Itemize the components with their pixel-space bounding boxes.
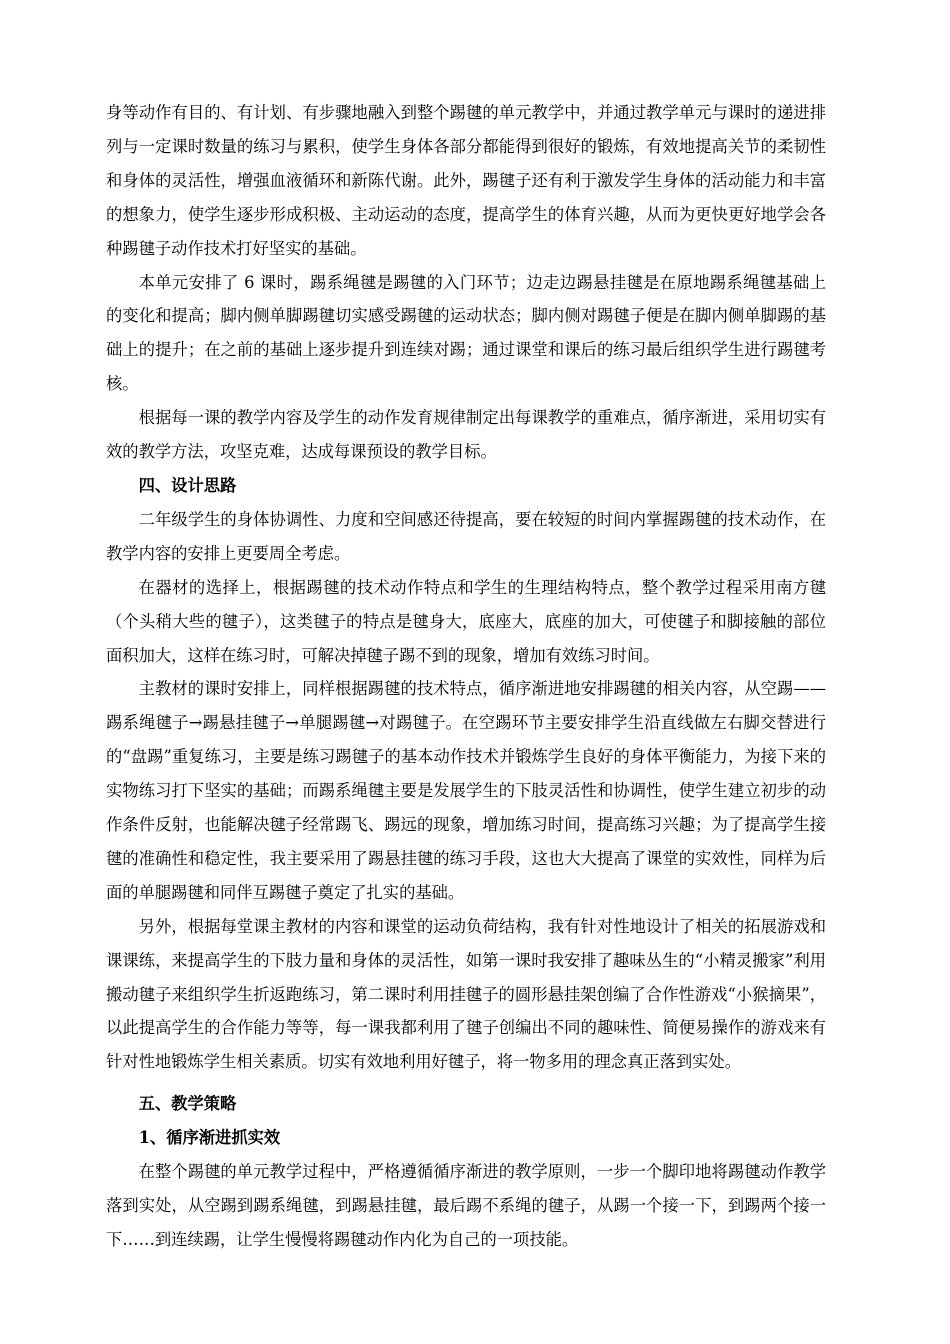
paragraph-gradual-teaching: 在整个踢毽的单元教学过程中，严格遵循循序渐进的教学原则，一步一个脚印地将踢毽动作教学落到实处，从空踢到踢系绳毽，到踢悬挂毽，最后踢不系绳的毽子，从踢一个接一下，到踢两个接一下……到连续踢，让学生慢慢将踢毽动作内化为自己的一项技能。 <box>106 1162 826 1249</box>
paragraph-unit-schedule: 本单元安排了 6 课时，踢系绳毽是踢毽的入门环节；边走边踢悬挂毽是在原地踢系绳毽基础上的变化和提高；脚内侧单脚踢毽切实感受踢毽的运动状态；脚内侧对踢毽子便是在脚内侧单脚踢的基础上的提升；在之前的基础上逐步提升到连续对踢；通过课堂和课后的练习最后组织学生进行踢毽考核。 <box>106 272 826 394</box>
spacer <box>106 1079 826 1087</box>
paragraph-teaching-goals: 根据每一课的教学内容及学生的动作发育规律制定出每课教学的重难点，循序渐进，采用切实有效的教学方法，攻坚克难，达成每课预设的教学目标。 <box>106 408 826 462</box>
section-heading-design: 四、设计思路 <box>138 475 237 495</box>
paragraph-main-material: 主教材的课时安排上，同样根据踢毽的技术特点，循序渐进地安排踢毽的相关内容，从空踢——踢系绳毽子→踢悬挂毽子→单腿踢毽→对踢毽子。在空踢环节主要安排学生沿直线做左右脚交替进行的“盘踢”重复练习，主要是练习踢毽子的基本动作技术并锻炼学生良好的身体平衡能力，为接下来的实物练习打下坚实的基础；而踢系绳毽主要是发展学生的下肢灵活性和协调性，使学生建立初步的动作条件反射，也能解决毽子经常踢飞、踢远的现象，增加练习时间，提高练习兴趣；为了提高学生接毽的准确性和稳定性，我主要采用了踢悬挂毽的练习手段，这也大大提高了课堂的实效性，同样为后面的单腿踢毽和同伴互踢毽子奠定了扎实的基础。 <box>106 679 826 902</box>
paragraph-games: 另外，根据每堂课主教材的内容和课堂的运动负荷结构，我有针对性地设计了相关的拓展游戏和课课练，来提高学生的下肢力量和身体的灵活性，如第一课时我安排了趣味丛生的“小精灵搬家”利用搬动毽子来组织学生折返跑练习，第二课时利用挂毽子的圆形悬挂架创编了合作性游戏“小猴摘果”，以此提高学生的合作能力等等，每一课我都利用了毽子创编出不同的趣味性、简便易操作的游戏来有针对性地锻炼学生相关素质。切实有效地利用好毽子，将一物多用的理念真正落到实处。 <box>106 916 826 1072</box>
document-page <box>106 96 826 1257</box>
paragraph-equipment: 在器材的选择上，根据踢毽的技术动作特点和学生的生理结构特点，整个教学过程采用南方毽（个头稍大些的毽子），这类毽子的特点是毽身大，底座大，底座的加大，可使毽子和脚接触的部位面积加大，这样在练习时，可解决掉毽子踢不到的现象，增加有效练习时间。 <box>106 577 826 665</box>
paragraph-student-ability: 二年级学生的身体协调性、力度和空间感还待提高，要在较短的时间内掌握踢毽的技术动作，在教学内容的安排上更要周全考虑。 <box>106 509 826 563</box>
section-heading-strategy: 五、教学策略 <box>138 1094 237 1114</box>
subsection-heading-gradual: 1、循序渐进抓实效 <box>138 1128 281 1148</box>
paragraph-body-1: 身等动作有目的、有计划、有步骤地融入到整个踢毽的单元教学中，并通过教学单元与课时的递进排列与一定课时数量的练习与累积，使学生身体各部分都能得到很好的锻炼，有效地提高关节的柔韧性和身体的灵活性，增强血液循环和新陈代谢。此外，踢毽子还有利于激发学生身体的活动能力和丰富的想象力，使学生逐步形成积极、主动运动的态度，提高学生的体育兴趣，从而为更快更好地学会各种踢毽子动作技术打好坚实的基础。 <box>106 103 826 258</box>
